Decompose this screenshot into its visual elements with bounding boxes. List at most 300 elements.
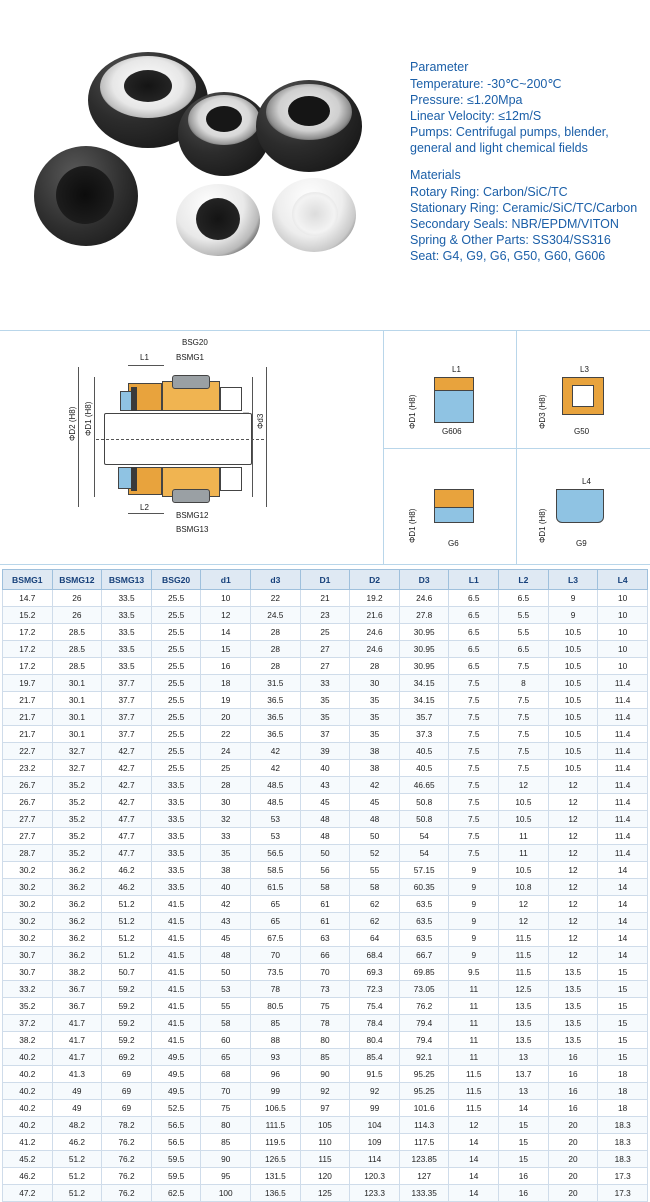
table-cell: 11.4: [598, 794, 648, 811]
table-cell: 6.5: [449, 624, 499, 641]
table-cell: 22: [251, 590, 301, 607]
table-cell: 7.5: [449, 726, 499, 743]
table-cell: 41.7: [52, 1015, 102, 1032]
table-cell: 78.2: [102, 1117, 152, 1134]
table-cell: 63.5: [399, 896, 449, 913]
table-cell: 10.5: [499, 862, 549, 879]
table-cell: 35.2: [52, 777, 102, 794]
table-cell: 12: [548, 794, 598, 811]
table-cell: 50.8: [399, 794, 449, 811]
dimension-table-body: [3, 590, 648, 1202]
label-bsmg1: BSMG1: [176, 353, 205, 362]
table-cell: 92.1: [399, 1049, 449, 1066]
table-cell: 42: [251, 760, 301, 777]
table-cell: 12: [548, 845, 598, 862]
parameter-line-1: Pressure: ≤1.20Mpa: [410, 93, 523, 107]
table-cell: 25.5: [151, 726, 201, 743]
table-cell: 12: [499, 896, 549, 913]
seat-cell-1-len-label: L3: [580, 365, 589, 374]
table-header-row: [3, 570, 648, 590]
table-row: [3, 1032, 648, 1049]
table-cell: 10.5: [499, 811, 549, 828]
table-cell: 47.7: [102, 811, 152, 828]
table-cell: 30.1: [52, 726, 102, 743]
product-photo-panel: [0, 0, 650, 330]
table-cell: 14: [449, 1168, 499, 1185]
materials-heading: Materials: [410, 168, 461, 182]
table-cell: 12: [548, 777, 598, 794]
table-cell: 133.35: [399, 1185, 449, 1202]
table-cell: 110: [300, 1134, 350, 1151]
seat-cell-1-bore: [572, 385, 594, 407]
seat-cell-3-dim-label: ΦD1 (H8): [538, 508, 547, 543]
table-cell: 35.7: [399, 709, 449, 726]
table-cell: 45: [201, 930, 251, 947]
table-row: [3, 1066, 648, 1083]
table-cell: 11.4: [598, 726, 648, 743]
table-row: [3, 1168, 648, 1185]
table-cell: 100: [201, 1185, 251, 1202]
table-cell: 34.15: [399, 692, 449, 709]
table-cell: 7.5: [449, 794, 499, 811]
table-cell: 97: [300, 1100, 350, 1117]
table-cell: 15.2: [3, 607, 53, 624]
table-cell: 10.5: [499, 794, 549, 811]
table-cell: 14: [598, 913, 648, 930]
table-cell: 13.5: [548, 981, 598, 998]
table-cell: 42.7: [102, 760, 152, 777]
table-cell: 15: [598, 964, 648, 981]
table-cell: 39: [300, 743, 350, 760]
table-cell: 62: [350, 913, 400, 930]
table-cell: 90: [300, 1066, 350, 1083]
table-cell: 14: [598, 896, 648, 913]
table-cell: 59.5: [151, 1151, 201, 1168]
table-cell: 22.7: [3, 743, 53, 760]
table-cell: 17.2: [3, 624, 53, 641]
seat-cell-2-name: G6: [448, 539, 459, 548]
table-cell: 48: [300, 828, 350, 845]
seat-grid-divider-horizontal: [383, 448, 650, 449]
table-cell: 131.5: [251, 1168, 301, 1185]
table-cell: 48.5: [251, 794, 301, 811]
table-cell: 30.95: [399, 641, 449, 658]
table-cell: 5.5: [499, 607, 549, 624]
table-cell: 54: [399, 828, 449, 845]
table-cell: 23: [300, 607, 350, 624]
table-cell: 12: [548, 862, 598, 879]
table-cell: 9: [548, 590, 598, 607]
table-cell: 16: [499, 1168, 549, 1185]
table-cell: 36.2: [52, 879, 102, 896]
table-cell: 67.5: [251, 930, 301, 947]
table-cell: 114: [350, 1151, 400, 1168]
table-cell: 20: [548, 1185, 598, 1202]
table-cell: 18: [598, 1083, 648, 1100]
table-cell: 26: [52, 607, 102, 624]
table-cell: 12: [548, 879, 598, 896]
table-cell: 9: [449, 896, 499, 913]
table-cell: 26.7: [3, 794, 53, 811]
table-cell: 53: [201, 981, 251, 998]
dim-line-left-inner: [94, 377, 95, 497]
table-cell: 11.4: [598, 811, 648, 828]
table-cell: 50: [201, 964, 251, 981]
table-cell: 48.2: [52, 1117, 102, 1134]
table-cell: 10: [201, 590, 251, 607]
table-cell: 40: [201, 879, 251, 896]
table-cell: 30.1: [52, 692, 102, 709]
table-cell: 30.2: [3, 896, 53, 913]
table-row: [3, 811, 648, 828]
table-cell: 60: [201, 1032, 251, 1049]
table-cell: 92: [350, 1083, 400, 1100]
table-cell: 10.5: [548, 675, 598, 692]
table-cell: 33.5: [151, 777, 201, 794]
table-cell: 6.5: [449, 658, 499, 675]
table-cell: 30.2: [3, 913, 53, 930]
table-cell: 40.2: [3, 1049, 53, 1066]
table-header-cell: D2: [350, 570, 400, 590]
parameter-line-0: Temperature: -30℃~200℃: [410, 77, 562, 91]
table-cell: 12.5: [499, 981, 549, 998]
table-cell: 120: [300, 1168, 350, 1185]
table-cell: 33.5: [151, 828, 201, 845]
table-cell: 25.5: [151, 658, 201, 675]
table-cell: 7.5: [499, 760, 549, 777]
table-cell: 11: [449, 1032, 499, 1049]
table-cell: 7.5: [449, 777, 499, 794]
table-cell: 16: [201, 658, 251, 675]
table-cell: 20: [548, 1117, 598, 1134]
table-cell: 7.5: [499, 709, 549, 726]
table-cell: 61: [300, 913, 350, 930]
table-cell: 51.2: [102, 913, 152, 930]
table-cell: 9.5: [449, 964, 499, 981]
table-cell: 11.4: [598, 709, 648, 726]
table-cell: 24.6: [350, 641, 400, 658]
table-cell: 37: [300, 726, 350, 743]
table-cell: 14: [598, 947, 648, 964]
stationary-seat-rubber-bore: [56, 166, 114, 224]
table-cell: 60.35: [399, 879, 449, 896]
table-cell: 11: [449, 1049, 499, 1066]
table-cell: 38: [350, 760, 400, 777]
table-cell: 58.5: [251, 862, 301, 879]
table-cell: 73.05: [399, 981, 449, 998]
table-cell: 30.1: [52, 675, 102, 692]
table-cell: 73: [300, 981, 350, 998]
table-cell: 11: [499, 828, 549, 845]
table-cell: 10.5: [548, 658, 598, 675]
table-cell: 35.2: [52, 811, 102, 828]
parameter-line-3: Pumps: Centrifugal pumps, blender,: [410, 125, 609, 139]
table-cell: 18: [598, 1100, 648, 1117]
table-cell: 65: [251, 913, 301, 930]
table-cell: 12: [499, 913, 549, 930]
table-cell: 25.5: [151, 624, 201, 641]
table-cell: 46.2: [102, 862, 152, 879]
table-cell: 25.5: [151, 641, 201, 658]
table-cell: 11.4: [598, 777, 648, 794]
table-cell: 11.5: [499, 930, 549, 947]
label-phi-d2: ΦD2 (H8): [68, 406, 77, 441]
table-cell: 115: [300, 1151, 350, 1168]
shaft-centreline: [96, 439, 264, 440]
table-cell: 36.5: [251, 726, 301, 743]
table-cell: 13: [499, 1083, 549, 1100]
table-cell: 105: [300, 1117, 350, 1134]
table-header-cell: BSMG13: [102, 570, 152, 590]
table-cell: 59.2: [102, 1032, 152, 1049]
table-cell: 12: [548, 930, 598, 947]
table-cell: 68: [201, 1066, 251, 1083]
table-cell: 63: [300, 930, 350, 947]
table-cell: 52.5: [151, 1100, 201, 1117]
table-cell: 30.2: [3, 879, 53, 896]
table-cell: 25.5: [151, 607, 201, 624]
table-cell: 51.2: [52, 1168, 102, 1185]
table-cell: 76.2: [399, 998, 449, 1015]
table-cell: 15: [499, 1134, 549, 1151]
table-cell: 21: [300, 590, 350, 607]
table-cell: 9: [449, 930, 499, 947]
table-cell: 6.5: [499, 641, 549, 658]
table-cell: 12: [548, 828, 598, 845]
table-cell: 13.5: [548, 1032, 598, 1049]
table-cell: 85: [201, 1134, 251, 1151]
table-cell: 76.2: [102, 1185, 152, 1202]
table-cell: 30.95: [399, 624, 449, 641]
table-cell: 54: [399, 845, 449, 862]
seal-right-inner-bore: [288, 96, 330, 126]
table-cell: 35: [201, 845, 251, 862]
table-cell: 19: [201, 692, 251, 709]
table-row: [3, 1049, 648, 1066]
table-row: [3, 675, 648, 692]
table-cell: 109: [350, 1134, 400, 1151]
table-row: [3, 641, 648, 658]
table-cell: 11.4: [598, 675, 648, 692]
table-cell: 123.85: [399, 1151, 449, 1168]
table-cell: 56: [300, 862, 350, 879]
table-cell: 49: [52, 1100, 102, 1117]
table-row: [3, 709, 648, 726]
seat-cell-0-oring: [434, 377, 474, 391]
table-cell: 46.2: [52, 1134, 102, 1151]
parameter-line-4: general and light chemical fields: [410, 141, 588, 155]
table-cell: 33.5: [151, 879, 201, 896]
table-cell: 14: [449, 1151, 499, 1168]
table-cell: 14: [598, 879, 648, 896]
table-cell: 70: [201, 1083, 251, 1100]
table-cell: 16: [548, 1066, 598, 1083]
table-cell: 46.2: [3, 1168, 53, 1185]
table-cell: 12: [548, 811, 598, 828]
table-cell: 7.5: [499, 692, 549, 709]
seat-cell-3-name: G9: [576, 539, 587, 548]
table-cell: 5.5: [499, 624, 549, 641]
table-cell: 30.7: [3, 964, 53, 981]
table-cell: 37.7: [102, 709, 152, 726]
table-cell: 95.25: [399, 1083, 449, 1100]
table-cell: 35: [300, 709, 350, 726]
table-cell: 69: [102, 1100, 152, 1117]
table-cell: 33.2: [3, 981, 53, 998]
table-cell: 47.2: [3, 1185, 53, 1202]
table-cell: 51.2: [102, 947, 152, 964]
technical-drawing-panel: [0, 330, 650, 565]
table-cell: 21.7: [3, 709, 53, 726]
table-cell: 24.5: [251, 607, 301, 624]
table-cell: 26.7: [3, 777, 53, 794]
table-cell: 45: [300, 794, 350, 811]
table-cell: 47.7: [102, 845, 152, 862]
table-cell: 79.4: [399, 1032, 449, 1049]
table-cell: 28.5: [52, 658, 102, 675]
seat-cell-2-dim-label: ΦD1 (H8): [408, 508, 417, 543]
table-cell: 36.7: [52, 998, 102, 1015]
table-cell: 40.2: [3, 1083, 53, 1100]
table-cell: 40.5: [399, 743, 449, 760]
table-cell: 41.5: [151, 964, 201, 981]
table-cell: 80: [201, 1117, 251, 1134]
table-cell: 33.5: [151, 794, 201, 811]
table-header-cell: L2: [499, 570, 549, 590]
table-cell: 7.5: [449, 811, 499, 828]
table-cell: 42: [350, 777, 400, 794]
table-cell: 10.5: [548, 641, 598, 658]
table-cell: 41.5: [151, 998, 201, 1015]
table-row: [3, 1117, 648, 1134]
table-cell: 33.5: [151, 811, 201, 828]
table-cell: 10: [598, 641, 648, 658]
table-cell: 78: [251, 981, 301, 998]
table-cell: 28: [350, 658, 400, 675]
table-cell: 50.8: [399, 811, 449, 828]
seat-cell-3-body: [556, 489, 604, 523]
materials-line-0: Rotary Ring: Carbon/SiC/TC: [410, 185, 568, 199]
table-cell: 28: [251, 624, 301, 641]
table-cell: 11.5: [499, 964, 549, 981]
table-cell: 22: [201, 726, 251, 743]
table-cell: 35.2: [3, 998, 53, 1015]
table-cell: 36.7: [52, 981, 102, 998]
table-cell: 17.3: [598, 1185, 648, 1202]
table-cell: 41.5: [151, 1015, 201, 1032]
table-cell: 27.7: [3, 828, 53, 845]
table-cell: 28.5: [52, 624, 102, 641]
table-row: [3, 743, 648, 760]
table-cell: 35: [350, 726, 400, 743]
table-cell: 125: [300, 1185, 350, 1202]
table-cell: 9: [449, 879, 499, 896]
table-cell: 6.5: [449, 641, 499, 658]
table-cell: 7.5: [449, 675, 499, 692]
table-cell: 12: [449, 1117, 499, 1134]
table-cell: 65: [201, 1049, 251, 1066]
table-cell: 15: [598, 1032, 648, 1049]
table-cell: 24.6: [399, 590, 449, 607]
seal-upper-face-dark: [131, 387, 137, 411]
table-row: [3, 930, 648, 947]
table-cell: 53: [251, 811, 301, 828]
table-cell: 25.5: [151, 692, 201, 709]
table-cell: 73.5: [251, 964, 301, 981]
table-cell: 41.7: [52, 1049, 102, 1066]
seat-cell-0-body: [434, 389, 474, 423]
seat-cell-3-len-label: L4: [582, 477, 591, 486]
table-cell: 34.15: [399, 675, 449, 692]
table-cell: 49.5: [151, 1066, 201, 1083]
materials-line-2: Secondary Seals: NBR/EPDM/VITON: [410, 217, 619, 231]
table-cell: 13.5: [499, 1032, 549, 1049]
table-cell: 11.4: [598, 743, 648, 760]
table-header-cell: BSG20: [151, 570, 201, 590]
table-cell: 55: [201, 998, 251, 1015]
table-cell: 50: [300, 845, 350, 862]
table-cell: 11: [449, 1015, 499, 1032]
label-phi-d1: ΦD1 (H8): [84, 401, 93, 436]
table-cell: 80: [300, 1032, 350, 1049]
table-cell: 13.5: [499, 998, 549, 1015]
table-cell: 7.5: [449, 760, 499, 777]
table-cell: 59.2: [102, 998, 152, 1015]
table-cell: 30.2: [3, 930, 53, 947]
table-cell: 50: [350, 828, 400, 845]
table-row: [3, 896, 648, 913]
table-row: [3, 726, 648, 743]
table-cell: 79.4: [399, 1015, 449, 1032]
table-cell: 28.7: [3, 845, 53, 862]
seal-lower-spring: [172, 489, 210, 503]
table-cell: 16: [548, 1049, 598, 1066]
table-cell: 7.5: [449, 709, 499, 726]
table-cell: 35.2: [52, 845, 102, 862]
table-cell: 12: [499, 777, 549, 794]
table-cell: 51.2: [52, 1151, 102, 1168]
table-cell: 20: [201, 709, 251, 726]
table-cell: 9: [449, 913, 499, 930]
table-cell: 40.2: [3, 1117, 53, 1134]
table-cell: 41.5: [151, 913, 201, 930]
table-cell: 36.2: [52, 896, 102, 913]
table-cell: 12: [548, 896, 598, 913]
table-cell: 10.5: [548, 709, 598, 726]
table-cell: 91.5: [350, 1066, 400, 1083]
table-cell: 10: [598, 607, 648, 624]
ceramic-seat-middle-bore: [196, 198, 240, 240]
table-cell: 11: [449, 998, 499, 1015]
table-cell: 25.5: [151, 760, 201, 777]
table-cell: 117.5: [399, 1134, 449, 1151]
table-cell: 33.5: [102, 624, 152, 641]
seal-lower-face-dark: [131, 467, 137, 491]
table-cell: 20: [548, 1134, 598, 1151]
table-cell: 61: [300, 896, 350, 913]
table-cell: 101.6: [399, 1100, 449, 1117]
table-cell: 35.2: [52, 828, 102, 845]
table-cell: 6.5: [449, 607, 499, 624]
table-cell: 33.5: [151, 862, 201, 879]
table-cell: 76.2: [102, 1151, 152, 1168]
table-row: [3, 913, 648, 930]
table-cell: 36.2: [52, 930, 102, 947]
parameter-line-2: Linear Velocity: ≤12m/S: [410, 109, 542, 123]
table-cell: 40.2: [3, 1066, 53, 1083]
table-cell: 70: [300, 964, 350, 981]
table-header-cell: BSMG1: [3, 570, 53, 590]
